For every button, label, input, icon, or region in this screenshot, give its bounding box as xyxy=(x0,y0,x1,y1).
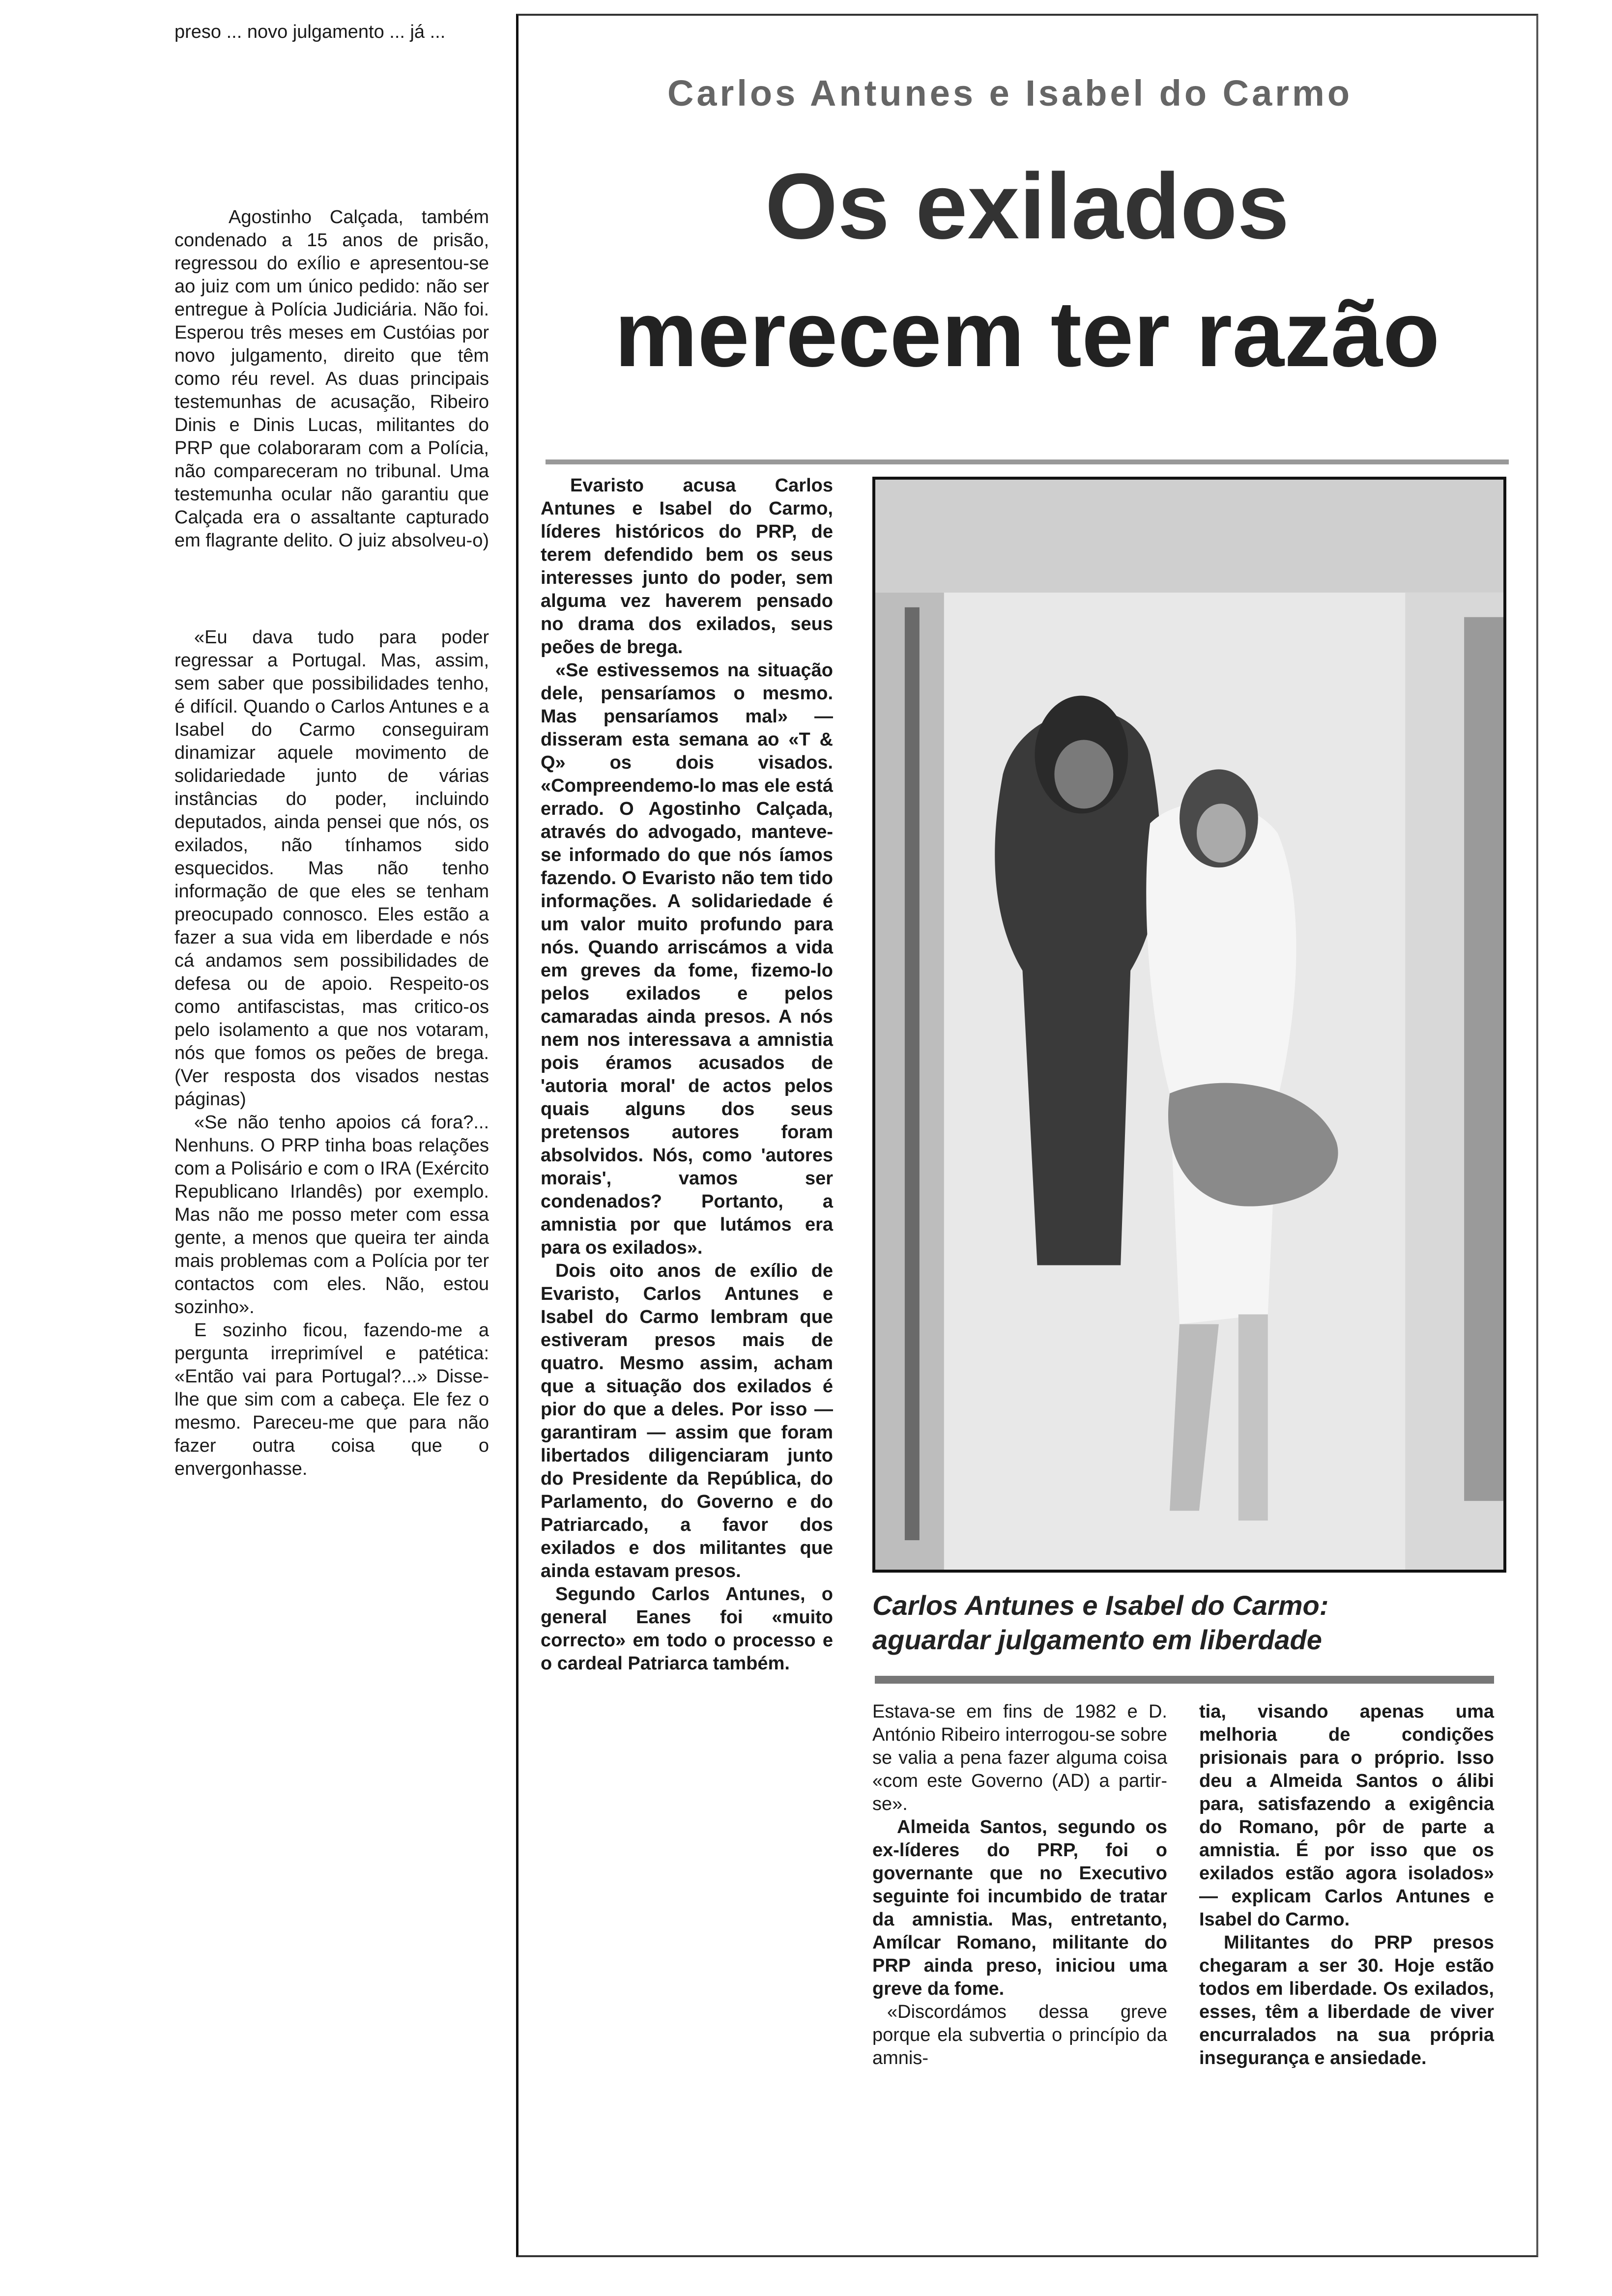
article-paragraph: «Se estivessemos na situação dele, pensaríamos o mesmo. Mas pensaríamos mal» — disseram esta semana ao «T & Q» os dois visados. «Compreendemo-lo mas ele está errado. O Agostinho Calçada, através do advogado, manteve-se informado do que nós íamos fazendo. O Evaristo não tem tido informações. A solidariedade é um valor muito profundo para nós. Quando arriscámos a vida em greves da fome, fizemo-lo pelos exilados e pelos camaradas ainda presos. A nós nem nos interessava a amnistia pois éramos acusados de 'autoria moral' de actos pelos quais alguns dos seus pretensos autores foram absolvidos. Nós, como 'autores morais', vamos ser condenados? Portanto, a amnistia por que lutámos era para os exilados». xyxy=(541,660,833,1258)
left-paragraph: E sozinho ficou, fazendo-me a pergunta irreprimível e patética: «Então vai para Portugal?...» Disse-lhe que sim com a cabeça. Ele fez o mesmo. Pareceu-me que para não fazer outra coisa que o envergonhasse. xyxy=(174,1320,489,1479)
headline-rule xyxy=(546,459,1509,464)
left-group-a xyxy=(174,206,489,552)
left-fragment: preso ... novo julgamento ... já ... xyxy=(174,22,446,42)
article-paragraph: Segundo Carlos Antunes, o general Eanes foi «muito correcto» em todo o processo e o cardeal Patriarca também. xyxy=(541,1584,833,1674)
caption-line-2: aguardar julgamento em liberdade xyxy=(872,1624,1322,1655)
article-paragraph: Estava-se em fins de 1982 e D. António Ribeiro interrogou-se sobre se valia a pena fazer alguma coisa «com este Governo (AD) a partir-se». xyxy=(872,1701,1167,1814)
article-paragraph: Dois oito anos de exílio de Evaristo, Carlos Antunes e Isabel do Carmo lembram que estiveram presos mais de quatro. Mesmo assim, acham que a situação dos exilados é pior do que a deles. Por isso — garantiram — assim que foram libertados diligenciaram junto do Presidente da República, do Parlamento, do Governo e do Patriarcado, a favor dos exilados e dos militantes que ainda estavam presos. xyxy=(541,1261,833,1581)
left-column xyxy=(174,21,489,1481)
article-paragraph: tia, visando apenas uma melhoria de condições prisionais para o próprio. Isso deu a Almeida Santos o álibi para, satisfazendo a exigência do Romano, pôr de parte a amnistia. É por isso que os exilados estão agora isolados» — explicam Carlos Antunes e Isabel do Carmo. xyxy=(1199,1701,1494,1930)
article-lower-column-b xyxy=(1199,1700,1494,2070)
headline-line-1: Os exilados xyxy=(765,154,1290,258)
left-paragraph: Agostinho Calçada, também condenado a 15 anos de prisão, regressou do exílio e apresentou-se ao juiz com um único pedido: não ser entregue à Polícia Judiciária. Não foi. Esperou três meses em Custóias por novo julgamento, direito que têm como réu revel. As duas principais testemunhas de acusação, Ribeiro Dinis e Dinis Lucas, militantes do PRP que colaboraram com a Polícia, não compareceram no tribunal. Uma testemunha ocular não garantiu que Calçada era o assaltante capturado em flagrante delito. O juiz absolveu-o) xyxy=(174,207,489,551)
article-photo xyxy=(872,477,1506,1573)
article-headline xyxy=(546,154,1509,386)
left-paragraph: «Se não tenho apoios cá fora?... Nenhuns. O PRP tinha boas relações com a Polisário e com o IRA (Exército Republicano Irlandês) por exemplo. Mas não me posso meter com essa gente, a menos que queira ter ainda mais problemas com a Polícia por ter contactos com eles. Não, estou sozinho». xyxy=(174,1112,489,1318)
article-paragraph: Militantes do PRP presos chegaram a ser 30. Hoje estão todos em liberdade. Os exilados, esses, têm a liberdade de viver encurralados na sua própria insegurança e ansiedade. xyxy=(1199,1932,1494,2068)
left-paragraph: «Eu dava tudo para poder regressar a Portugal. Mas, assim, sem saber que possibilidades tenho, é difícil. Quando o Carlos Antunes e a Isabel do Carmo conseguiram dinamizar aquele movimento de solidariedade junto de várias instâncias do poder, incluindo deputados, ainda pensei que nós, os exilados, não tínhamos sido esquecidos. Mas não tenho informação de que eles se tenham preocupado connosco. Eles estão a fazer a sua vida em liberdade e nós cá andamos sem possibilidades de defesa ou de apoio. Respeito-os como antifascistas, mas critico-os pelo isolamento a que nos votaram, nós que fomos os peões de brega. (Ver resposta dos visados nestas páginas) xyxy=(174,627,489,1110)
article-middle-column xyxy=(541,474,833,1675)
article-lower-column-a xyxy=(872,1700,1167,2070)
article-paragraph: «Discordámos dessa greve porque ela subvertia o princípio da amnis- xyxy=(872,2002,1167,2068)
left-group-b xyxy=(174,626,489,1481)
photo-illustration xyxy=(875,480,1503,1570)
caption-rule xyxy=(875,1676,1494,1684)
article-paragraph: Almeida Santos, segundo os ex-líderes do PRP, foi o governante que no Executivo seguinte foi incumbido de tratar da amnistia. Mas, entretanto, Amílcar Romano, militante do PRP ainda preso, iniciou uma greve da fome. xyxy=(872,1817,1167,1999)
article-kicker: Carlos Antunes e Isabel do Carmo xyxy=(667,73,1353,114)
article-paragraph: Evaristo acusa Carlos Antunes e Isabel do Carmo, líderes históricos do PRP, de terem defendido bem os seus interesses junto do poder, sem alguma vez haverem pensado no drama dos exilados, seus peões de brega. xyxy=(541,475,833,658)
photo-caption xyxy=(872,1588,1511,1657)
headline-line-2: merecem ter razão xyxy=(614,282,1440,386)
left-fragment-group xyxy=(174,21,489,44)
caption-line-1: Carlos Antunes e Isabel do Carmo: xyxy=(872,1590,1329,1621)
